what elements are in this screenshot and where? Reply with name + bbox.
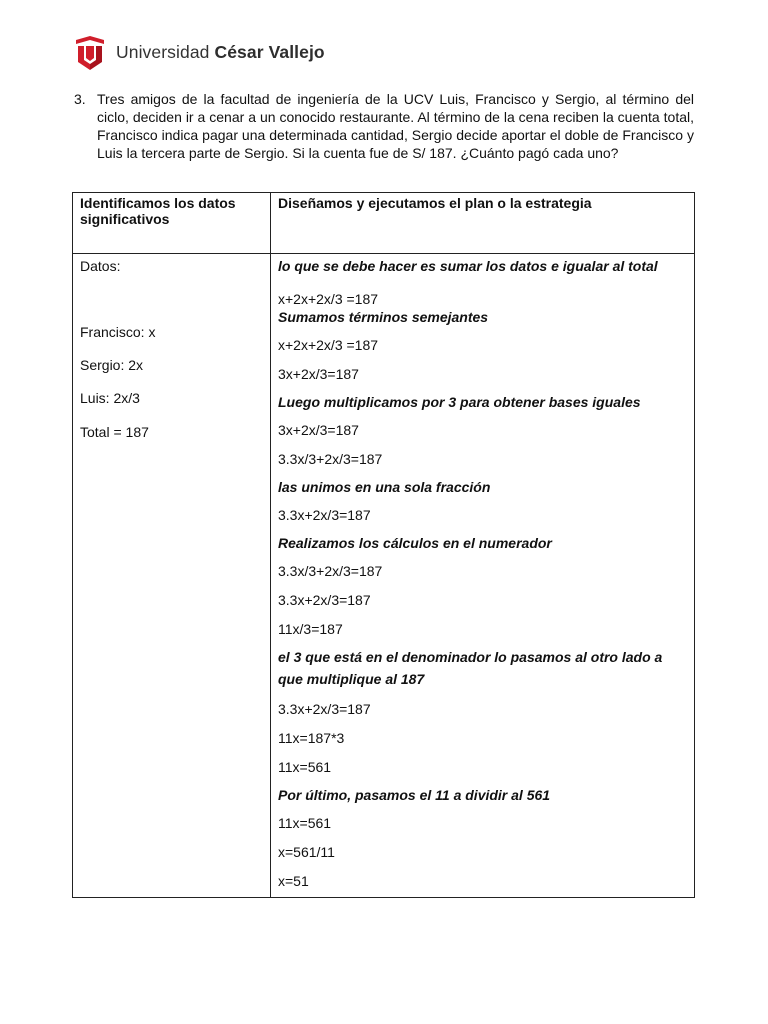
step-equation: 3.3x+2x/3=187: [278, 507, 371, 523]
datos-francisco: Francisco: x: [80, 324, 156, 340]
problem-statement: [74, 90, 694, 162]
step-heading: Realizamos los cálculos en el numerador: [278, 535, 552, 551]
step-heading: las unimos en una sola fracción: [278, 479, 491, 495]
step-equation: 3.3x+2x/3=187: [278, 592, 371, 608]
header-data-column: Identificamos los datos significativos: [73, 193, 271, 254]
solution-table: [72, 192, 695, 898]
step-equation: 11x=561: [278, 815, 332, 831]
datos-label: Datos:: [80, 258, 121, 274]
university-header: [74, 32, 325, 72]
step-heading: Luego multiplicamos por 3 para obtener bases iguales: [278, 394, 641, 410]
table-header-row: [73, 193, 695, 254]
step-heading: lo que se debe hacer es sumar los datos e igualar al total: [278, 258, 658, 274]
table-body-row: [73, 254, 695, 898]
step-equation: 11x/3=187: [278, 621, 343, 637]
step-equation: x=51: [278, 873, 309, 889]
university-name: [116, 42, 325, 63]
problem-text: Tres amigos de la facultad de ingeniería de la UCV Luis, Francisco y Sergio, al término del ciclo, deciden ir a cenar a un conocido restaurante. Al término de la cena reciben la cuenta total, Francisco indica pagar una determinada cantidad, Sergio decide aportar el doble de Francisco y Luis la tercera parte de Sergio. Si la cuenta fue de S/ 187. ¿Cuánto pagó cada uno?: [97, 91, 694, 161]
step-heading: Sumamos términos semejantes: [278, 309, 489, 325]
step-equation: 3.3x+2x/3=187: [278, 701, 371, 717]
step-equation: 3x+2x/3=187: [278, 422, 359, 438]
problem-number: 3.: [74, 91, 86, 107]
step-equation: 11x=561: [278, 759, 332, 775]
step-equation: x+2x+2x/3 =187: [278, 337, 379, 353]
header-plan-column: Diseñamos y ejecutamos el plan o la estrategia: [271, 193, 695, 254]
step-equation: x+2x+2x/3 =187: [278, 291, 379, 307]
step-equation: 3.3x/3+2x/3=187: [278, 563, 383, 579]
step-heading: el 3 que está en el denominador lo pasamos al otro lado a que multiplique al 187: [278, 649, 663, 687]
step-equation: 11x=187*3: [278, 730, 345, 746]
datos-luis: Luis: 2x/3: [80, 390, 140, 406]
datos-sergio: Sergio: 2x: [80, 357, 144, 373]
university-logo-icon: [74, 34, 106, 70]
step-equation: 3.3x/3+2x/3=187: [278, 451, 383, 467]
data-cell: [73, 254, 271, 898]
step-heading: Por último, pasamos el 11 a dividir al 561: [278, 787, 551, 803]
datos-total: Total = 187: [80, 424, 149, 440]
university-name-bold: César Vallejo: [214, 41, 325, 62]
step-equation: 3x+2x/3=187: [278, 366, 359, 382]
university-name-regular: Universidad: [116, 41, 215, 62]
steps-cell: [271, 254, 695, 898]
step-equation: x=561/11: [278, 844, 335, 860]
